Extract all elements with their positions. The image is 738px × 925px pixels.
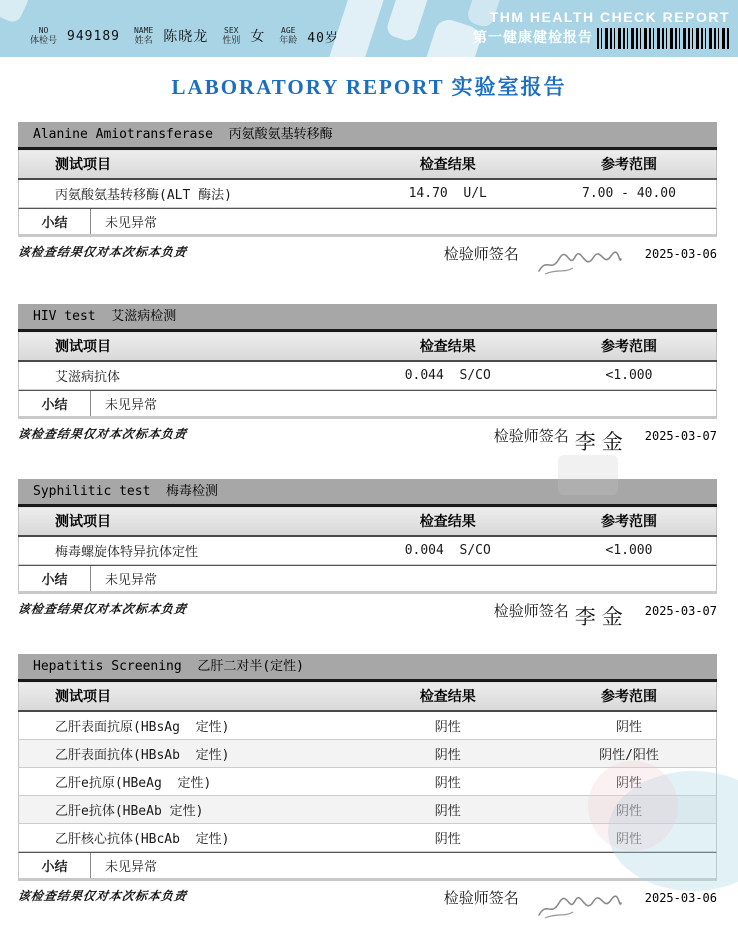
range-cell: 阴性/阳性 bbox=[599, 748, 659, 763]
table-header-row bbox=[19, 506, 717, 537]
result-row bbox=[19, 361, 717, 390]
summary-value: 未见异常 bbox=[105, 216, 158, 231]
age-label-zh: 年龄 bbox=[279, 35, 298, 46]
age-value: 40岁 bbox=[307, 30, 339, 46]
summary-row bbox=[18, 208, 717, 237]
name-label-zh: 姓名 bbox=[134, 35, 153, 46]
col-item: 测试项目 bbox=[19, 331, 354, 362]
section-title: Syphilitic test 梅毒检测 bbox=[18, 479, 717, 504]
table-header-row bbox=[19, 149, 717, 180]
handwritten-signature-icon bbox=[535, 247, 623, 277]
section-title: Hepatitis Screening 乙肝二对半(定性) bbox=[18, 654, 717, 679]
sex-label-zh: 性别 bbox=[222, 35, 241, 46]
range-cell: <1.000 bbox=[605, 543, 653, 558]
watermark-shape bbox=[588, 761, 678, 851]
col-item: 测试项目 bbox=[19, 681, 354, 712]
test-item-cell: 乙肝e抗体(HBeAb 定性) bbox=[55, 804, 204, 819]
signature-slot bbox=[535, 247, 623, 281]
col-result: 检查结果 bbox=[354, 331, 542, 362]
disclaimer-text: 该检查结果仅对本次标本负责 bbox=[16, 427, 188, 441]
range-cell: 7.00 - 40.00 bbox=[582, 186, 676, 201]
no-label-zh: 体检号 bbox=[30, 35, 58, 46]
name-value: 陈晓龙 bbox=[163, 29, 209, 46]
result-cell: 阴性 bbox=[434, 720, 461, 735]
decorative-swoosh bbox=[0, 0, 31, 25]
result-cell: 阴性 bbox=[434, 804, 461, 819]
col-result: 检查结果 bbox=[354, 681, 542, 712]
summary-label: 小结 bbox=[19, 566, 91, 591]
examiner-signature-label: 检验师签名 bbox=[493, 602, 569, 620]
decorative-swoosh bbox=[385, 0, 435, 43]
patient-sex bbox=[222, 26, 265, 46]
signature-area bbox=[494, 425, 717, 456]
test-item-cell: 梅毒螺旋体特异抗体定性 bbox=[55, 545, 199, 560]
results-table bbox=[18, 329, 717, 390]
col-range: 参考范围 bbox=[542, 331, 717, 362]
section-footer bbox=[18, 887, 717, 925]
range-cell: 阴性 bbox=[615, 720, 642, 735]
page-title: LABORATORY REPORT 实验室报告 bbox=[171, 75, 567, 99]
summary-value: 未见异常 bbox=[105, 398, 158, 413]
lab-section bbox=[18, 479, 717, 631]
summary-value: 未见异常 bbox=[105, 860, 158, 875]
name-label-en: NAME bbox=[133, 26, 154, 35]
col-range: 参考范围 bbox=[542, 149, 717, 180]
result-cell: 阴性 bbox=[434, 748, 461, 763]
section-title: HIV test 艾滋病检测 bbox=[18, 304, 717, 329]
brand-subtitle: 第一健康健检报告 bbox=[473, 30, 593, 46]
disclaimer-text: 该检查结果仅对本次标本负责 bbox=[16, 602, 188, 616]
result-row bbox=[19, 740, 717, 768]
patient-info-row bbox=[30, 26, 339, 46]
signature-area bbox=[494, 600, 717, 631]
signature-area bbox=[444, 243, 717, 281]
sex-label-en: SEX bbox=[224, 26, 239, 35]
col-item: 测试项目 bbox=[19, 149, 354, 180]
test-item-cell: 乙肝表面抗原(HBsAg 定性) bbox=[55, 720, 230, 735]
col-result: 检查结果 bbox=[354, 506, 542, 537]
signature-slot bbox=[535, 891, 623, 925]
brand-block bbox=[473, 7, 730, 49]
range-cell: <1.000 bbox=[605, 368, 653, 383]
col-range: 参考范围 bbox=[542, 681, 717, 712]
handwritten-signature-icon bbox=[535, 891, 623, 921]
signature-area bbox=[444, 887, 717, 925]
summary-label: 小结 bbox=[19, 391, 91, 416]
section-footer bbox=[18, 600, 717, 631]
summary-row bbox=[18, 852, 717, 881]
col-result: 检查结果 bbox=[354, 149, 542, 180]
test-item-cell: 乙肝核心抗体(HBcAb 定性) bbox=[55, 832, 230, 847]
test-item-cell: 艾滋病抗体 bbox=[55, 370, 121, 385]
examiner-signature-label: 检验师签名 bbox=[443, 245, 519, 263]
range-cell: 阴性 bbox=[615, 804, 642, 819]
watermark-shape bbox=[558, 455, 618, 495]
result-row bbox=[19, 711, 717, 740]
patient-name bbox=[134, 26, 208, 46]
barcode bbox=[597, 28, 730, 49]
summary-label: 小结 bbox=[19, 853, 91, 878]
result-cell: 0.044 S/CO bbox=[404, 368, 491, 383]
lab-section bbox=[18, 122, 717, 281]
result-cell: 14.70 U/L bbox=[408, 186, 487, 201]
results-table bbox=[18, 504, 717, 565]
patient-age bbox=[279, 26, 339, 46]
signature-slot: 李金 bbox=[574, 430, 629, 454]
section-title: Alanine Amiotransferase 丙氨酸氨基转移酶 bbox=[18, 122, 717, 147]
brand-title: THM HEALTH CHECK REPORT bbox=[489, 9, 730, 25]
col-item: 测试项目 bbox=[19, 506, 354, 537]
summary-value: 未见异常 bbox=[105, 573, 158, 588]
examiner-signature-label: 检验师签名 bbox=[493, 427, 569, 445]
signature-date: 2025-03-06 bbox=[644, 891, 717, 905]
test-item-cell: 乙肝e抗原(HBeAg 定性) bbox=[55, 776, 212, 791]
sex-value: 女 bbox=[250, 29, 266, 46]
signature-date: 2025-03-06 bbox=[644, 247, 717, 261]
result-cell: 阴性 bbox=[434, 832, 461, 847]
disclaimer-text: 该检查结果仅对本次标本负责 bbox=[16, 245, 188, 259]
summary-row bbox=[18, 390, 717, 419]
age-label-en: AGE bbox=[281, 26, 296, 35]
table-header-row bbox=[19, 331, 717, 362]
result-row bbox=[19, 179, 717, 208]
test-item-cell: 丙氨酸氨基转移酶(ALT 酶法) bbox=[55, 188, 232, 203]
section-footer bbox=[18, 243, 717, 281]
summary-row bbox=[18, 565, 717, 594]
signature-date: 2025-03-07 bbox=[644, 604, 717, 618]
lab-section bbox=[18, 304, 717, 456]
examiner-signature-label: 检验师签名 bbox=[443, 889, 519, 907]
patient-no bbox=[30, 26, 120, 46]
result-row bbox=[19, 536, 717, 565]
col-range: 参考范围 bbox=[542, 506, 717, 537]
result-cell: 阴性 bbox=[434, 776, 461, 791]
section-footer bbox=[18, 425, 717, 456]
no-value: 949189 bbox=[67, 28, 120, 44]
disclaimer-text: 该检查结果仅对本次标本负责 bbox=[16, 889, 188, 903]
range-cell: 阴性 bbox=[615, 832, 642, 847]
summary-label: 小结 bbox=[19, 209, 91, 234]
test-item-cell: 乙肝表面抗体(HBsAb 定性) bbox=[55, 748, 230, 763]
table-header-row bbox=[19, 681, 717, 712]
signature-date: 2025-03-07 bbox=[644, 429, 717, 443]
results-table bbox=[18, 147, 717, 208]
report-header bbox=[0, 0, 738, 57]
range-cell: 阴性 bbox=[615, 776, 642, 791]
result-cell: 0.004 S/CO bbox=[404, 543, 491, 558]
signature-slot: 李金 bbox=[574, 605, 629, 629]
no-label-en: NO bbox=[38, 26, 49, 35]
